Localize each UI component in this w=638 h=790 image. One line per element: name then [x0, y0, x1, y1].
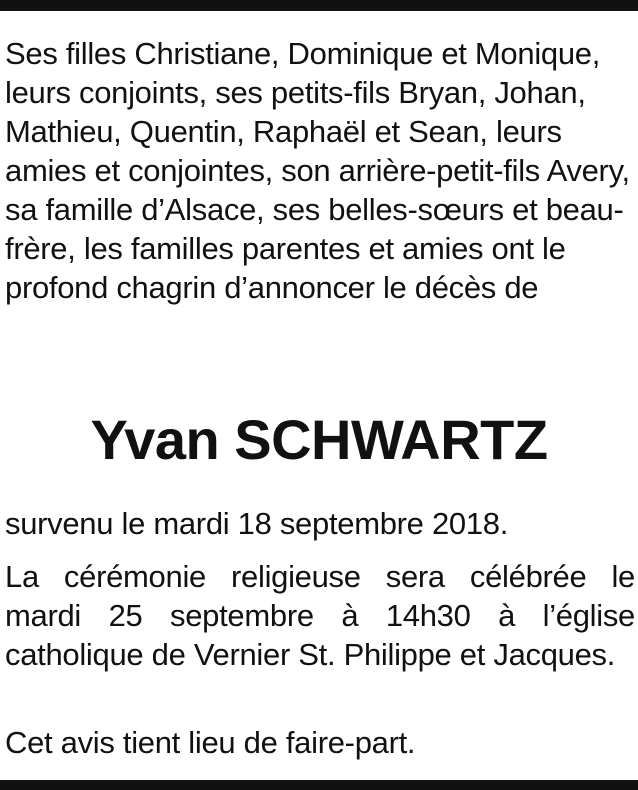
- death-date-text: survenu le mardi 18 septembre 2018.: [5, 506, 509, 541]
- deceased-name: Yvan SCHWARTZ: [90, 408, 548, 471]
- announcement-intro: Ses filles Christiane, Dominique et Monique, leurs conjoints, ses petits-fils Bryan, Johan, Mathieu, Quentin, Raphaël et Sean, leurs amies et conjointes, son arrière-petit-fils Avery, sa famille d’Alsace, ses belles-sœurs et beau-frère, les familles parentes et amies ont le profond chagrin d’annoncer le décès de: [5, 36, 630, 305]
- top-border-rule: [0, 0, 638, 11]
- ceremony-details: La cérémonie religieuse sera célébrée le mardi 25 septembre à 14h30 à l’église catholique de Vernier St. Philippe et Jacques.: [5, 559, 635, 672]
- bottom-border-rule: [0, 780, 638, 790]
- notice-text: Cet avis tient lieu de faire-part.: [5, 725, 416, 760]
